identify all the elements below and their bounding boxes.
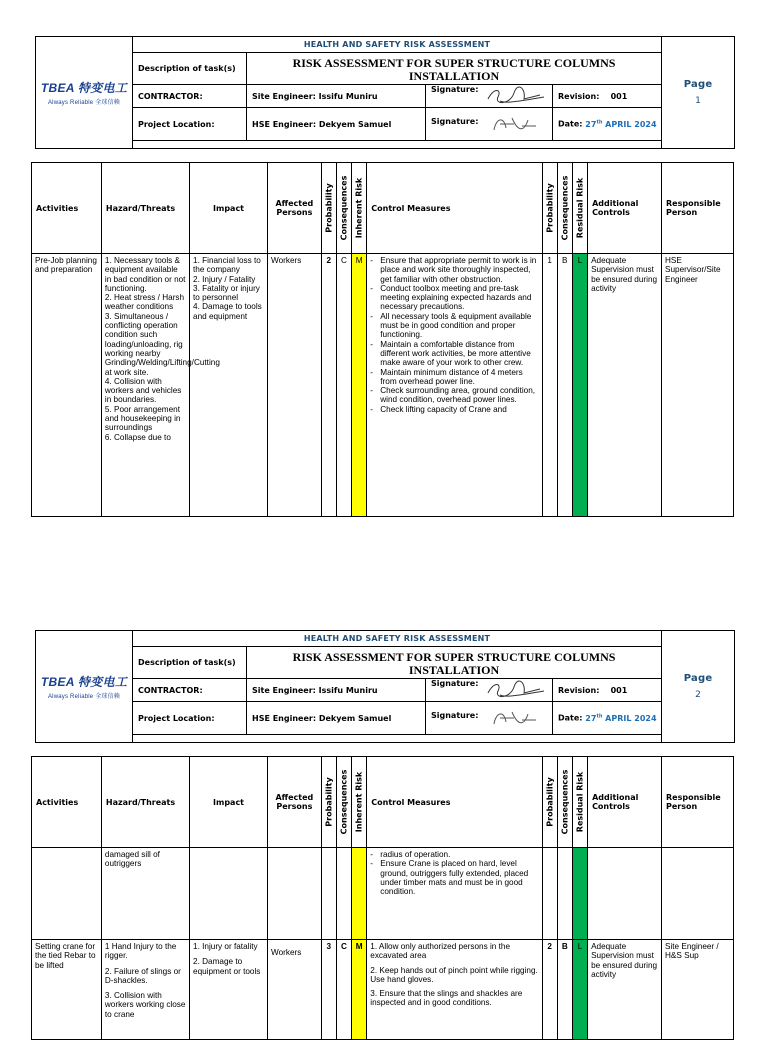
activity-cell	[32, 848, 102, 940]
signature-cell	[426, 702, 553, 735]
signature-cell	[426, 108, 553, 141]
residual-consequence-value	[557, 848, 572, 940]
impact-cell: 1. Injury or fatality 2. Damage to equipment or tools	[190, 940, 268, 1040]
col-affected: Affected Persons	[268, 163, 322, 254]
description-label: Description of task(s)	[133, 53, 247, 85]
page-number-cell	[662, 37, 735, 149]
date-cell	[553, 702, 662, 735]
form-title: HEALTH AND SAFETY RISK ASSESSMENT	[133, 37, 662, 53]
col-inherent-risk: Inherent Risk	[352, 757, 367, 848]
col-consequences-2: Consequences	[557, 163, 572, 254]
col-residual-risk: Residual Risk	[572, 757, 587, 848]
col-additional-controls: Additional Controls	[588, 163, 662, 254]
contractor-label: CONTRACTOR:	[133, 679, 247, 702]
header-table-page-1	[35, 36, 735, 149]
consequence-value: C	[336, 254, 351, 517]
affected-cell: Workers	[268, 940, 322, 1040]
col-impact: Impact	[190, 163, 268, 254]
col-consequences-2: Consequences	[557, 757, 572, 848]
probability-value: 2	[321, 254, 336, 517]
col-affected: Affected Persons	[268, 757, 322, 848]
col-control-measures: Control Measures	[367, 163, 542, 254]
col-probability-2: Probability	[542, 163, 557, 254]
table-row	[32, 848, 734, 940]
residual-consequence-value: B	[557, 940, 572, 1040]
col-activities: Activities	[32, 163, 102, 254]
col-hazard: Hazard/Threats	[101, 757, 189, 848]
col-impact: Impact	[190, 757, 268, 848]
page-2-clip	[0, 756, 768, 1024]
header-table-page-2	[35, 630, 735, 743]
col-probability-2: Probability	[542, 757, 557, 848]
consequence-value: C	[336, 940, 351, 1040]
affected-cell	[268, 848, 322, 940]
page-number-cell	[662, 631, 735, 743]
col-inherent-risk: Inherent Risk	[352, 163, 367, 254]
activity-cell: Pre-Job planning and preparation	[32, 254, 102, 517]
col-activities: Activities	[32, 757, 102, 848]
responsible-cell: Site Engineer / H&S Sup	[662, 940, 734, 1040]
logo-text: TBEA 特变电工	[40, 81, 128, 95]
date-label: Date:	[558, 713, 583, 723]
control-measures-cell: 1. Allow only authorized persons in the excavated area 2. Keep hands out of pinch point while rigging. Use hand gloves. 3. Ensure that the slings and shackles are inspected and in good conditions.	[367, 940, 542, 1040]
col-consequences: Consequences	[336, 163, 351, 254]
hse-engineer-signature	[484, 112, 544, 136]
residual-risk-value: L	[572, 940, 587, 1040]
hazard-cell: 1. Necessary tools & equipment available in bad condition or not functioning. 2. Heat stress / Harsh weather conditions 3. Simultaneous / conflicting operation condition such loading/unloading, rig working nearby Grinding/Welding/Lifting/Cutting at work site. 4. Collision with workers and vehicles in boundaries. 5. Poor arrangement and housekeeping in surroundings 6. Collapse due to	[101, 254, 189, 517]
additional-controls-cell: Adequate Supervision must be ensured during activity	[588, 940, 662, 1040]
site-engineer-signature	[480, 679, 550, 701]
site-engineer-signature	[480, 85, 550, 107]
task-title: RISK ASSESSMENT FOR SUPER STRUCTURE COLUMNS INSTALLATION	[247, 53, 662, 85]
residual-consequence-value: B	[557, 254, 572, 517]
signature-cell	[426, 679, 553, 702]
residual-risk-value	[572, 848, 587, 940]
control-measures-cell: - radius of operation. - Ensure Crane is placed on hard, level ground, outriggers fully extended, placed under timber mats and must be in good condition.	[367, 848, 542, 940]
revision-cell	[553, 679, 662, 702]
column-header-row	[32, 163, 734, 254]
residual-probability-value: 1	[542, 254, 557, 517]
date-cell	[553, 108, 662, 141]
page-label: Page	[683, 79, 713, 90]
revision-value: 001	[610, 685, 628, 695]
signature-label: Signature:	[431, 117, 479, 126]
residual-probability-value	[542, 848, 557, 940]
residual-risk-value: L	[572, 254, 587, 517]
inherent-risk-value: M	[352, 940, 367, 1040]
hse-engineer-signature	[484, 706, 544, 730]
project-location-label: Project Location:	[133, 702, 247, 735]
consequence-value	[336, 848, 351, 940]
revision-label: Revision:	[558, 91, 600, 101]
page-number: 2	[695, 690, 701, 700]
logo-text: TBEA 特变电工	[40, 675, 128, 689]
table-row	[32, 254, 734, 517]
responsible-cell	[662, 848, 734, 940]
probability-value: 3	[321, 940, 336, 1040]
description-label: Description of task(s)	[133, 647, 247, 679]
hse-engineer: HSE Engineer: Dekyem Samuel	[247, 702, 426, 735]
date-value: 27th APRIL 2024	[585, 119, 657, 129]
page-label: Page	[683, 673, 713, 684]
date-label: Date:	[558, 119, 583, 129]
col-probability: Probability	[321, 163, 336, 254]
logo-tagline: Always Reliable 全球信赖	[47, 100, 121, 106]
hazard-cell: damaged sill of outriggers	[101, 848, 189, 940]
control-measures-cell: - Ensure that appropriate permit to work is in place and work site thoroughly inspected, get familiar with other obstruction. - Conduct toolbox meeting and pre-task meeting explaining expected hazards and necessary precautions. - All necessary tools & equipment available must be in good condition and proper functioning. - Maintain a comfortable distance from different work activities, be more attentive make aware of your work to other crew. - Maintain minimum distance of 4 meters from overhead power line. - Check surrounding area, ground condition, wind condition, overhead power lines. - Check lifting capacity of Crane and	[367, 254, 542, 517]
company-logo	[36, 37, 133, 149]
activity-cell: Setting crane for the tied Rebar to be lifted	[32, 940, 102, 1040]
signature-label: Signature:	[431, 711, 479, 720]
page-number: 1	[695, 96, 701, 106]
signature-label: Signature:	[431, 679, 479, 688]
date-value: 27th APRIL 2024	[585, 713, 657, 723]
col-hazard: Hazard/Threats	[101, 163, 189, 254]
col-additional-controls: Additional Controls	[588, 757, 662, 848]
logo-tagline: Always Reliable 全球信赖	[47, 694, 121, 700]
responsible-cell: HSE Supervisor/Site Engineer	[662, 254, 734, 517]
additional-controls-cell	[588, 848, 662, 940]
revision-value: 001	[610, 91, 628, 101]
task-title: RISK ASSESSMENT FOR SUPER STRUCTURE COLUMNS INSTALLATION	[247, 647, 662, 679]
hazard-cell: 1 Hand Injury to the rigger. 2. Failure of slings or D-shackles. 3. Collision with workers working close to crane	[101, 940, 189, 1040]
risk-table-page-2	[31, 756, 734, 1040]
site-engineer: Site Engineer: Issifu Muniru	[247, 85, 426, 108]
inherent-risk-value: M	[352, 254, 367, 517]
site-engineer: Site Engineer: Issifu Muniru	[247, 679, 426, 702]
col-probability: Probability	[321, 757, 336, 848]
risk-table-page-1	[31, 162, 734, 517]
revision-label: Revision:	[558, 685, 600, 695]
col-control-measures: Control Measures	[367, 757, 542, 848]
col-residual-risk: Residual Risk	[572, 163, 587, 254]
inherent-risk-value	[352, 848, 367, 940]
table-row	[32, 940, 734, 1040]
revision-cell	[553, 85, 662, 108]
hse-engineer: HSE Engineer: Dekyem Samuel	[247, 108, 426, 141]
affected-cell: Workers	[268, 254, 322, 517]
probability-value	[321, 848, 336, 940]
residual-probability-value: 2	[542, 940, 557, 1040]
form-title: HEALTH AND SAFETY RISK ASSESSMENT	[133, 631, 662, 647]
impact-cell: 1. Financial loss to the company 2. Injury / Fatality 3. Fatality or injury to personnel 4. Damage to tools and equipment	[190, 254, 268, 517]
column-header-row	[32, 757, 734, 848]
col-consequences: Consequences	[336, 757, 351, 848]
additional-controls-cell: Adequate Supervision must be ensured during activity	[588, 254, 662, 517]
company-logo	[36, 631, 133, 743]
project-location-label: Project Location:	[133, 108, 247, 141]
col-responsible: Responsible Person	[662, 163, 734, 254]
signature-label: Signature:	[431, 85, 479, 94]
impact-cell	[190, 848, 268, 940]
col-responsible: Responsible Person	[662, 757, 734, 848]
signature-cell	[426, 85, 553, 108]
contractor-label: CONTRACTOR:	[133, 85, 247, 108]
